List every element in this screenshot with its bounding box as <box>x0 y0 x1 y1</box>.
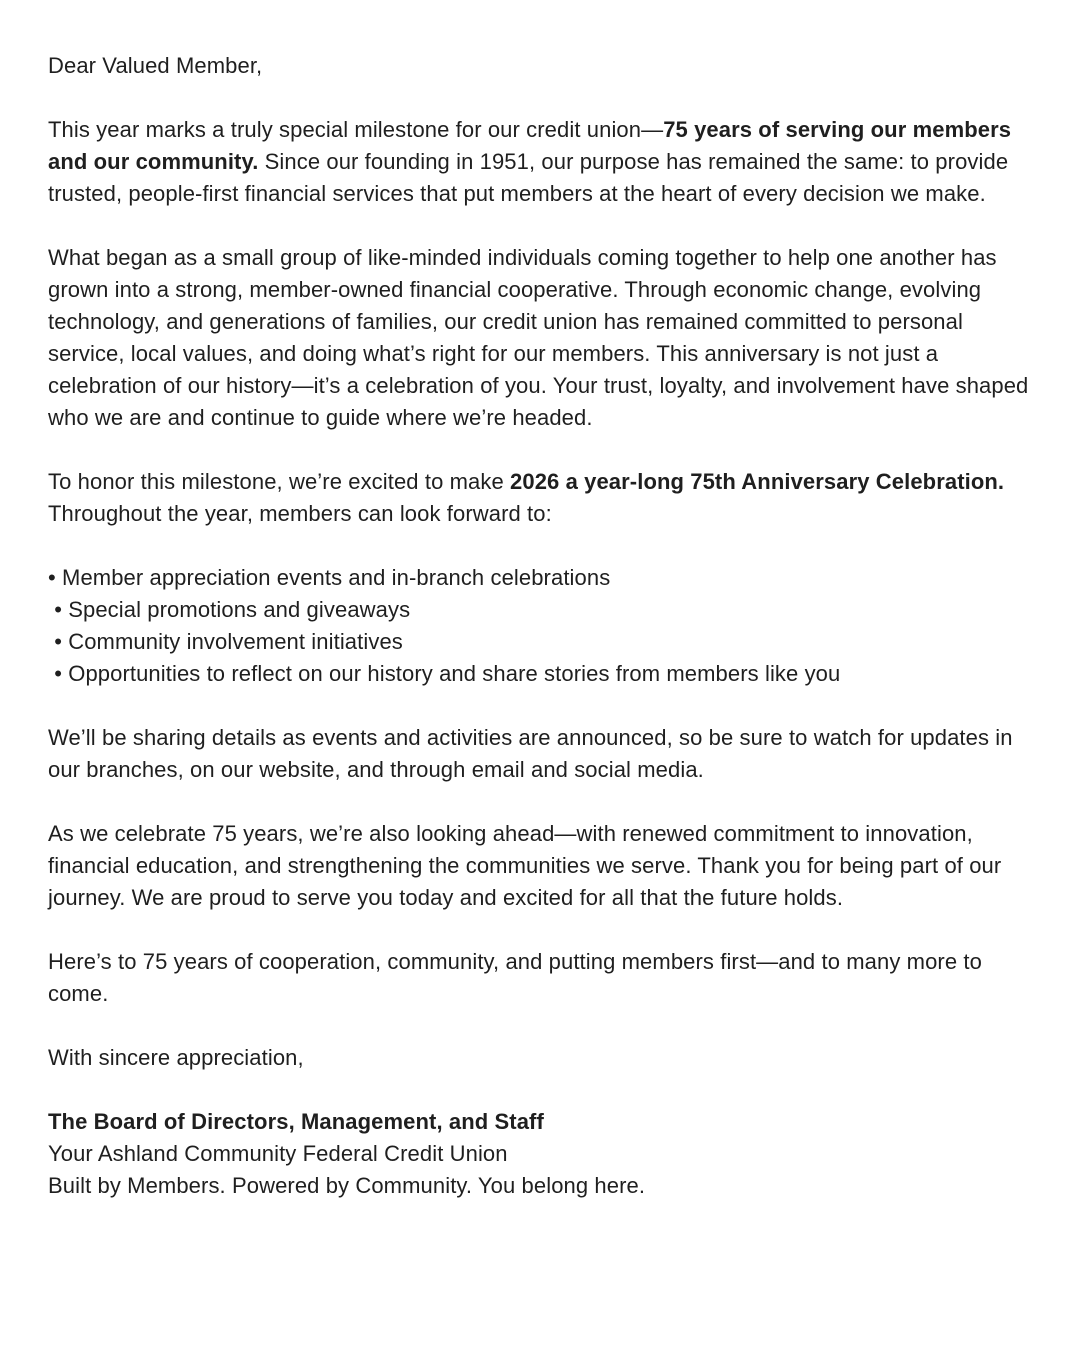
paragraph-celebration-intro <box>48 466 1036 530</box>
signature-block-line: The Board of Directors, Management, and Staff <box>48 1109 544 1134</box>
celebration-bullet-list <box>48 562 1036 690</box>
paragraph-updates <box>48 722 1036 786</box>
salutation-run: Dear Valued Member, <box>48 53 263 78</box>
paragraph-history <box>48 242 1036 434</box>
bullet-item: • Member appreciation events and in-branch celebrations <box>48 565 611 590</box>
closing <box>48 1042 1036 1074</box>
bullet-item: • Opportunities to reflect on our history and share stories from members like you <box>48 661 841 686</box>
signature-block-line: Your Ashland Community Federal Credit Union <box>48 1141 508 1166</box>
signature-block-line: Built by Members. Powered by Community. You belong here. <box>48 1173 646 1198</box>
salutation <box>48 50 1036 82</box>
paragraph-toast-run: Here’s to 75 years of cooperation, community, and putting members first—and to many more to come. <box>48 949 982 1006</box>
signature-block <box>48 1106 1036 1202</box>
paragraph-celebration-intro-run: Throughout the year, members can look forward to: <box>48 501 552 526</box>
paragraph-milestone-run: This year marks a truly special milestone for our credit union— <box>48 117 664 142</box>
paragraph-celebration-intro-run: To honor this milestone, we’re excited to make <box>48 469 511 494</box>
bullet-item: • Community involvement initiatives <box>48 629 403 654</box>
paragraph-milestone <box>48 114 1036 210</box>
paragraph-updates-run: We’ll be sharing details as events and activities are announced, so be sure to watch for updates in our branches, on our website, and through email and social media. <box>48 725 1013 782</box>
closing-run: With sincere appreciation, <box>48 1045 304 1070</box>
paragraph-history-run: What began as a small group of like-minded individuals coming together to help one another has grown into a strong, member-owned financial cooperative. Through economic change, evolving technology, and generations of families, our credit union has remained committed to personal service, local values, and doing what’s right for our members. This anniversary is not just a celebration of our history—it’s a celebration of you. Your trust, loyalty, and involvement have shaped who we are and continue to guide where we’re headed. <box>48 245 1029 430</box>
bullet-item: • Special promotions and giveaways <box>48 597 411 622</box>
paragraph-looking-ahead-run: As we celebrate 75 years, we’re also looking ahead—with renewed commitment to innovation, financial education, and strengthening the communities we serve. Thank you for being part of our journey. We are proud to serve you today and excited for all that the future holds. <box>48 821 1002 910</box>
paragraph-milestone-run: Since our founding in 1951, our purpose has remained the same: to provide trusted, people-first financial services that put members at the heart of every decision we make. <box>48 149 1009 206</box>
paragraph-celebration-intro-run: 2026 a year-long 75th Anniversary Celebration. <box>510 469 1005 494</box>
paragraph-milestone-run: 75 years of serving our members and our community. <box>48 117 1012 174</box>
letter-body <box>48 50 1036 1202</box>
paragraph-toast <box>48 946 1036 1010</box>
paragraph-looking-ahead <box>48 818 1036 914</box>
